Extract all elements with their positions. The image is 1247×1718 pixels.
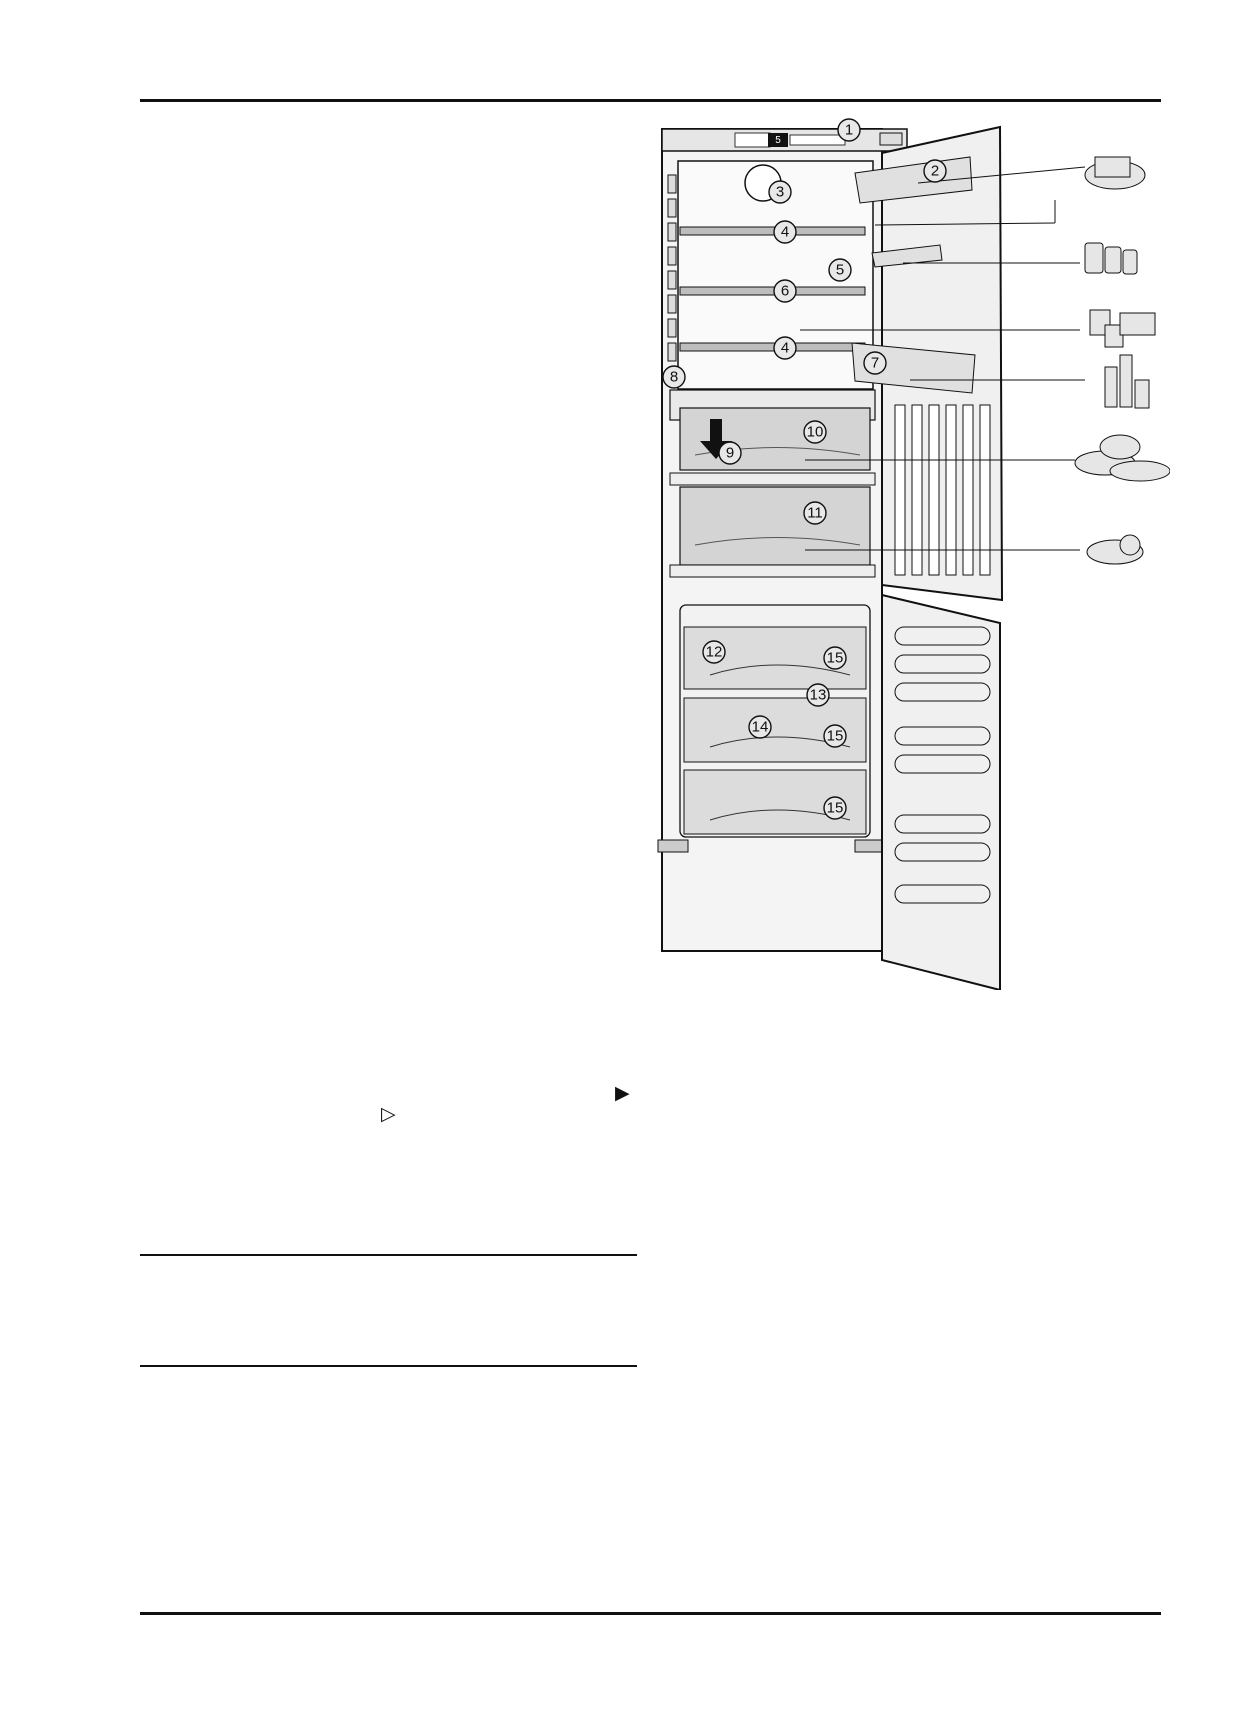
svg-text:6: 6 [780,282,790,300]
glass-shelf [680,287,865,295]
svg-text:15: 15 [826,799,844,817]
callout-7 [864,352,886,374]
fridge-diagram [650,115,1170,990]
glass-shelf [680,227,865,235]
callout-10 [804,421,826,443]
svg-text:2: 2 [930,162,940,180]
svg-text:15: 15 [826,727,844,745]
next-page-arrow-icon: ▶ [615,1082,630,1104]
callout-11 [804,502,826,524]
svg-text:15: 15 [826,649,844,667]
svg-text:1: 1 [844,121,854,139]
section-divider [140,1365,637,1367]
svg-text:5: 5 [775,135,781,146]
svg-text:10: 10 [806,423,824,441]
svg-text:12: 12 [705,643,723,661]
callout-4b [774,337,796,359]
callout-13 [807,684,829,706]
biofresh-drawer-lower [680,487,870,565]
callout-5 [829,259,851,281]
food-pictogram-vegetables [1087,535,1143,564]
section-divider [140,1254,637,1256]
svg-text:13: 13 [809,686,827,704]
callout-2 [924,160,946,182]
callout-12 [703,641,725,663]
freezer-door [882,595,1000,990]
svg-text:9: 9 [725,444,735,462]
footer-rule [140,1612,1161,1615]
glass-shelf [680,343,865,351]
svg-text:4: 4 [780,223,790,241]
svg-text:14: 14 [751,718,769,736]
food-pictogram-meat-fish [1075,435,1170,481]
callout-15c [824,797,846,819]
food-pictogram-dairy [1090,310,1155,347]
callout-1 [838,119,860,141]
outline-arrow-icon: ▷ [381,1103,396,1125]
callout-9 [719,442,741,464]
svg-text:3: 3 [775,183,785,201]
header-rule [140,99,1161,102]
svg-text:4: 4 [780,339,790,357]
svg-text:8: 8 [669,368,679,386]
callout-15b [824,725,846,747]
svg-text:7: 7 [870,354,880,372]
callout-4 [774,221,796,243]
callout-14 [749,716,771,738]
svg-text:11: 11 [807,504,823,522]
svg-text:5: 5 [835,261,845,279]
food-pictogram-jars [1085,243,1137,274]
food-pictogram-bottles [1105,355,1149,408]
food-pictogram-cheese [1085,157,1145,189]
callout-3 [769,181,791,203]
callout-6 [774,280,796,302]
callout-8 [663,366,685,388]
biofresh-drawer-upper [680,408,870,470]
callout-15a [824,647,846,669]
